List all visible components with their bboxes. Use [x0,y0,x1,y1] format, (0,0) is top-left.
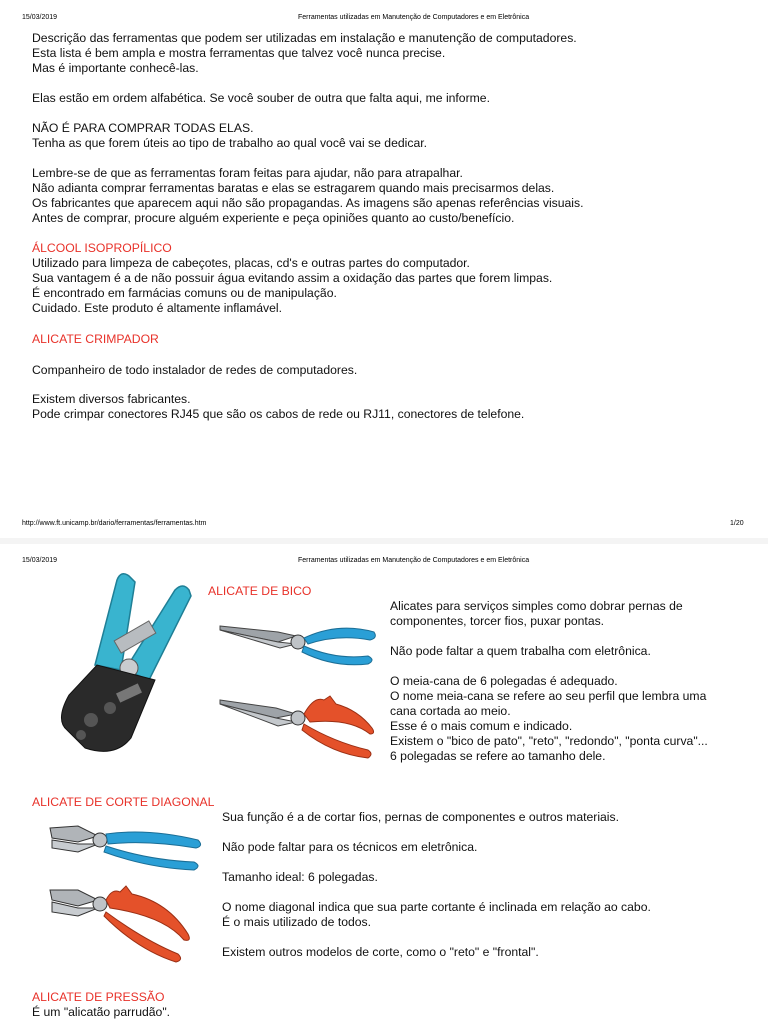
page1-footer-url[interactable]: http://www.ft.unicamp.br/dario/ferramentas/ferramentas.htm [22,520,207,527]
needle-nose-pliers-orange-image [218,690,378,760]
bico-line-8: cana cortada ao meio. [390,704,511,718]
intro-line-3: Mas é importante conhecê-las. [32,61,199,75]
pressao-title: ALICATE DE PRESSÃO [32,990,165,1004]
pressao-line-1: É um "alicatão parrudão". [32,1005,171,1019]
page1-header-title: Ferramentas utilizadas em Manutenção de Computadores e em Eletrônica [298,14,530,21]
alcool-line-1: Utilizado para limpeza de cabeçotes, placas, cd's e outras partes do computador. [32,256,470,270]
bico-line-7: O nome meia-cana se refere ao seu perfil que lembra uma [390,689,707,703]
bico-title: ALICATE DE BICO [208,584,312,598]
bico-line-9: Esse é o mais comum e indicado. [390,719,573,733]
order-note: Elas estão em ordem alfabética. Se você souber de outra que falta aqui, me informe. [32,91,490,105]
page2-header-title: Ferramentas utilizadas em Manutenção de Computadores e em Eletrônica [298,557,530,564]
diagonal-line-10: Existem outros modelos de corte, como o "reto" e "frontal". [222,945,539,959]
not-buy-heading: NÃO É PARA COMPRAR TODAS ELAS. [32,121,254,135]
diagonal-title: ALICATE DE CORTE DIAGONAL [32,795,215,809]
alcool-line-3: É encontrado em farmácias comuns ou de manipulação. [32,286,337,300]
remember-line-2: Não adianta comprar ferramentas baratas e elas se estragarem quando mais precisarmos delas. [32,181,555,195]
bico-line-4: Não pode faltar a quem trabalha com eletrônica. [390,644,651,658]
remember-line-4: Antes de comprar, procure alguém experiente e peça opiniões quanto ao custo/benefício. [32,211,515,225]
bico-line-1: Alicates para serviços simples como dobrar pernas de [390,599,683,613]
remember-line-3: Os fabricantes que aparecem aqui não são propagandas. As imagens são apenas referências visuais. [32,196,584,210]
diagonal-cutter-blue-image [48,822,208,872]
bico-line-11: 6 polegadas se refere ao tamanho dele. [390,749,606,763]
diagonal-line-5: Tamanho ideal: 6 polegadas. [222,870,378,884]
needle-nose-pliers-blue-image [218,612,378,672]
diagonal-line-1: Sua função é a de cortar fios, pernas de componentes e outros materiais. [222,810,619,824]
not-buy-line: Tenha as que forem úteis ao tipo de trabalho ao qual você vai se dedicar. [32,136,427,150]
page2-header-date: 15/03/2019 [22,557,58,564]
page-separator [0,538,768,544]
bico-line-10: Existem o "bico de pato", "reto", "redondo", "ponta curva"... [390,734,708,748]
crimpador-line-1: Companheiro de todo instalador de redes de computadores. [32,363,358,377]
page1-footer-page: 1/20 [730,520,744,527]
diagonal-line-3: Não pode faltar para os técnicos em eletrônica. [222,840,478,854]
alcool-line-2: Sua vantagem é a de não possuir água evitando assim a oxidação das partes que forem limpas. [32,271,553,285]
crimpador-title: ALICATE CRIMPADOR [32,332,159,346]
remember-line-1: Lembre-se de que as ferramentas foram feitas para ajudar, não para atrapalhar. [32,166,463,180]
intro-line-2: Esta lista é bem ampla e mostra ferramentas que talvez você nunca precise. [32,46,446,60]
diagonal-line-7: O nome diagonal indica que sua parte cortante é inclinada em relação ao cabo. [222,900,651,914]
diagonal-line-8: É o mais utilizado de todos. [222,915,372,929]
crimpador-line-2: Existem diversos fabricantes. [32,392,191,406]
intro-line-1: Descrição das ferramentas que podem ser utilizadas em instalação e manutenção de computadores. [32,31,577,45]
alcool-line-4: Cuidado. Este produto é altamente inflamável. [32,301,282,315]
crimper-tool-image [55,570,200,760]
diagonal-cutter-orange-image [48,884,208,964]
alcool-title: ÁLCOOL ISOPROPÍLICO [32,241,172,255]
crimpador-line-3: Pode crimpar conectores RJ45 que são os cabos de rede ou RJ11, conectores de telefone. [32,407,525,421]
bico-line-2: componentes, torcer fios, puxar pontas. [390,614,605,628]
page1-header-date: 15/03/2019 [22,14,58,21]
bico-line-6: O meia-cana de 6 polegadas é adequado. [390,674,618,688]
